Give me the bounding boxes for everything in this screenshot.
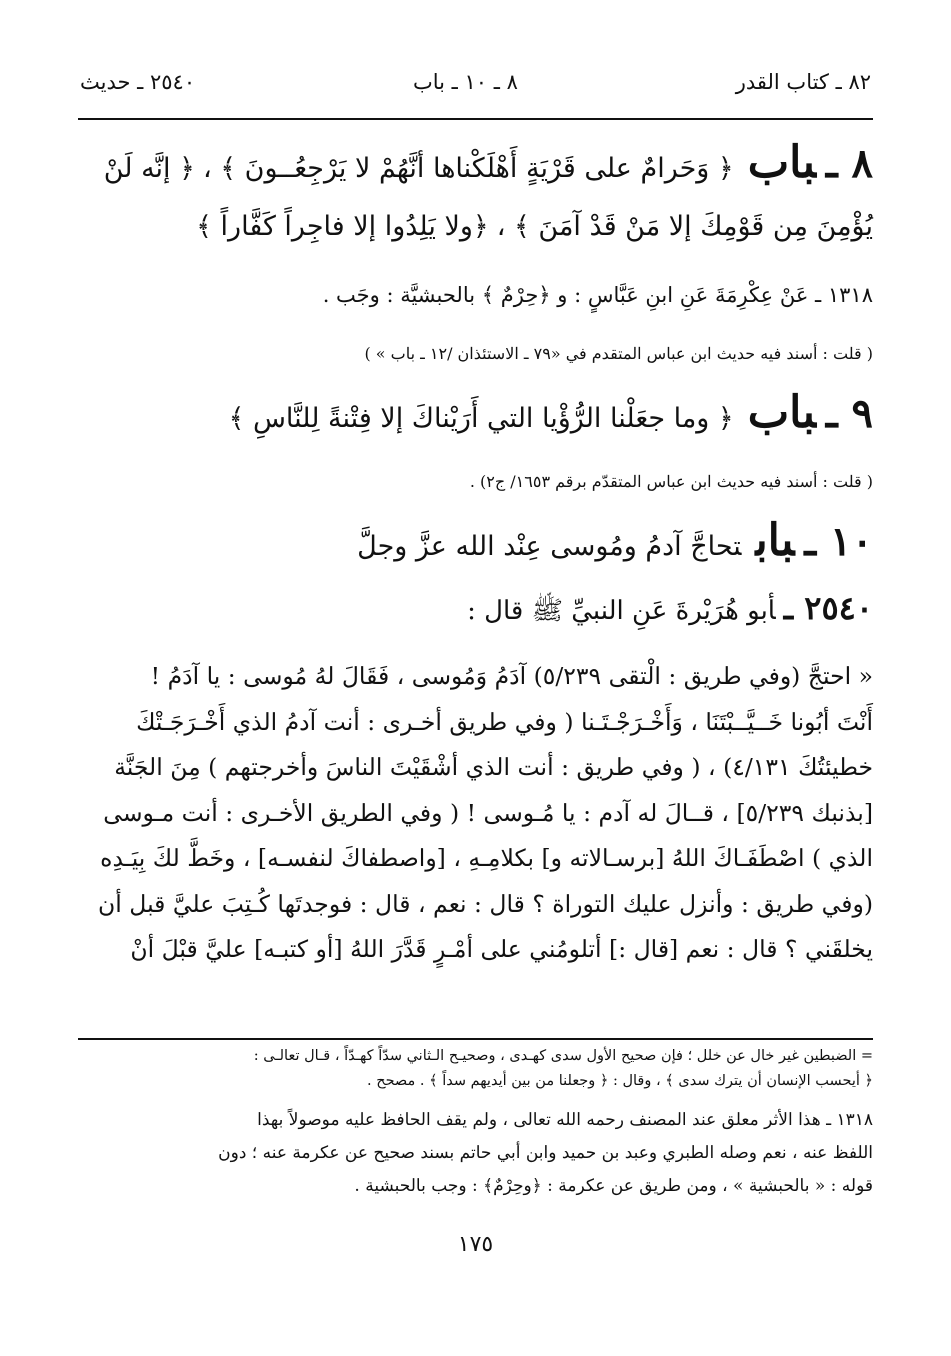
text-line: يخلقَني ؟ قال : نعم [قال :] أتلومُني على أمْـرٍ قَدَّرَ اللهُ [أو كتبـه] عليَّ قبْلَ أنْ bbox=[130, 935, 873, 963]
running-header bbox=[80, 62, 871, 102]
footnote-1318 bbox=[78, 1104, 873, 1203]
header-chapter-range: ٨ ـ ١٠ ـ باب bbox=[412, 70, 518, 94]
text-line: [بذنبك ٥/٢٣٩] ، قــالَ له آدم : يا مُـوسى ! ( وفي الطريق الأخـرى : أنت مـوسى bbox=[103, 798, 873, 827]
chapter-9-heading bbox=[78, 384, 873, 448]
footnote-line: اللفظ عنه ، نعم وصله الطبري وعبد بن حميد وابن أبي حاتم بسند صحيح عن عكرمة عنه ؛ دون bbox=[218, 1143, 873, 1163]
footnote-line: ﴿ أيحسب الإنسان أن يترك سدى ﴾ ، وقال : ﴿ وجعلنا من بين أيديهم سداً ﴾ . مصحح . bbox=[366, 1073, 873, 1089]
text-line: خطيئتُكَ ٤/١٣١) ، ( وفي طريق : أنت الذي أشْقَيْتَ الناسَ وأخرجتهم ) مِنَ الجَنَّة bbox=[114, 753, 873, 781]
footnote-line: = الضبطين غير خال عن خلل ؛ فإن صحيح الأول سدى كهـدى ، وصحيـح الـثاني سدّاً كهـدّاً ، قـال تعالـى : bbox=[253, 1048, 873, 1064]
header-book-title: ٨٢ ـ كتاب القدر bbox=[735, 70, 871, 94]
chapter-number: ٩ ـ bbox=[825, 390, 873, 437]
chapter-verse: ﴿ وما جعَلْنا الرُّؤْيا التي أَرَيْناكَ إلا فِتْنةً لِلنَّاسِ ﴾ bbox=[228, 403, 734, 434]
footnote-line: قوله : « بالحبشية » ، ومن طريق عن عكرمة : ﴿وحِرْمٌ﴾ : وجب بالحبشية . bbox=[354, 1176, 873, 1196]
narration-1318: ١٣١٨ ـ عَنْ عِكْرِمَةَ عَنِ ابنِ عَبَّاسٍ : و ﴿حِرْمٌ ﴾ بالحبشيَّة : وجَب . bbox=[322, 283, 873, 307]
chapter-verse: ﴿ إنَّه لَنْ يُؤْمِنَ مِن قَوْمِكَ إلا مَنْ قَدْ آمَنَ ﴾ ، bbox=[103, 153, 873, 242]
header-divider bbox=[78, 118, 873, 120]
text-line: « احتجَّ (وفي طريق : الْتقى ٥/٢٣٩) آدَمُ وَمُوسى ، فَقَالَ لهُ مُوسى : يا آدَمُ ! bbox=[150, 662, 873, 690]
editor-note: ( قلت : أسند فيه حديث ابن عباس المتقدم في «٧٩ ـ الاستئذان /١٢ ـ باب » ) bbox=[364, 344, 873, 363]
hadith-intro: أبو هُرَيْرةَ عَنِ النبيِّ ﷺ قال : bbox=[467, 596, 776, 626]
chapter-8-heading bbox=[78, 134, 873, 256]
chapter-number: ٨ ـ bbox=[825, 140, 873, 187]
editor-note: ( قلت : أسند فيه حديث ابن عباس المتقدّم برقم ١٦٥٣/ ج٢) . bbox=[469, 472, 873, 491]
text-line: (وفي طريق : وأنزل عليك التوراة ؟ قال : نعم ، قال : فوجدتَها كُـتِبَ عليَّ قبل أن bbox=[98, 889, 873, 918]
footnote-divider bbox=[78, 1038, 873, 1040]
text-line: الذي ) اصْطَفَـاكَ اللهُ [برسـالاته و] بكلامِـهِ ، [واصطفاكَ لنفسـه] ، وخَطَّ لكَ بِيَـدِه bbox=[100, 844, 873, 872]
chapter-word: باب bbox=[747, 387, 816, 438]
chapter-title: تحاجَّ آدمُ ومُوسى عِنْد الله عزَّ وجلَّ bbox=[357, 531, 742, 562]
footnote-continued bbox=[78, 1044, 873, 1094]
chapter-verse: ﴿ وَحَرامٌ على قَرْيَةٍ أَهْلَكْناها أنَّهُمْ لا يَرْجِعُــونَ ﴾ ، bbox=[202, 153, 734, 184]
chapter-word: باب bbox=[755, 515, 795, 566]
footnote-line: ١٣١٨ ـ هذا الأثر معلق عند المصنف رحمه الله تعالى ، ولم يقف الحافظ عليه موصولاً بهذا bbox=[257, 1110, 873, 1130]
hadith-text bbox=[78, 654, 873, 973]
chapter-word: باب bbox=[747, 137, 816, 188]
text-line: أَنْتَ أبُونا خَــيَّــبْتَنَا ، وَأَخْـرَجْـتَـنا ( وفي طريق أخـرى : أنت آدمُ الذي أَخْـرَجَـتْكَ bbox=[136, 707, 873, 736]
chapter-verse: ﴿ولا يَلِدُوا إلا فاجِراً كَفَّاراً ﴾ bbox=[196, 211, 489, 242]
hadith-heading bbox=[78, 586, 873, 633]
chapter-number: ١٠ ـ bbox=[804, 518, 873, 565]
header-hadith-number: ٢٥٤٠ ـ حديث bbox=[80, 70, 196, 94]
chapter-10-heading bbox=[78, 512, 873, 576]
page-number: ١٧٥ bbox=[457, 1232, 494, 1257]
hadith-number: ٢٥٤٠ ـ bbox=[783, 589, 873, 627]
